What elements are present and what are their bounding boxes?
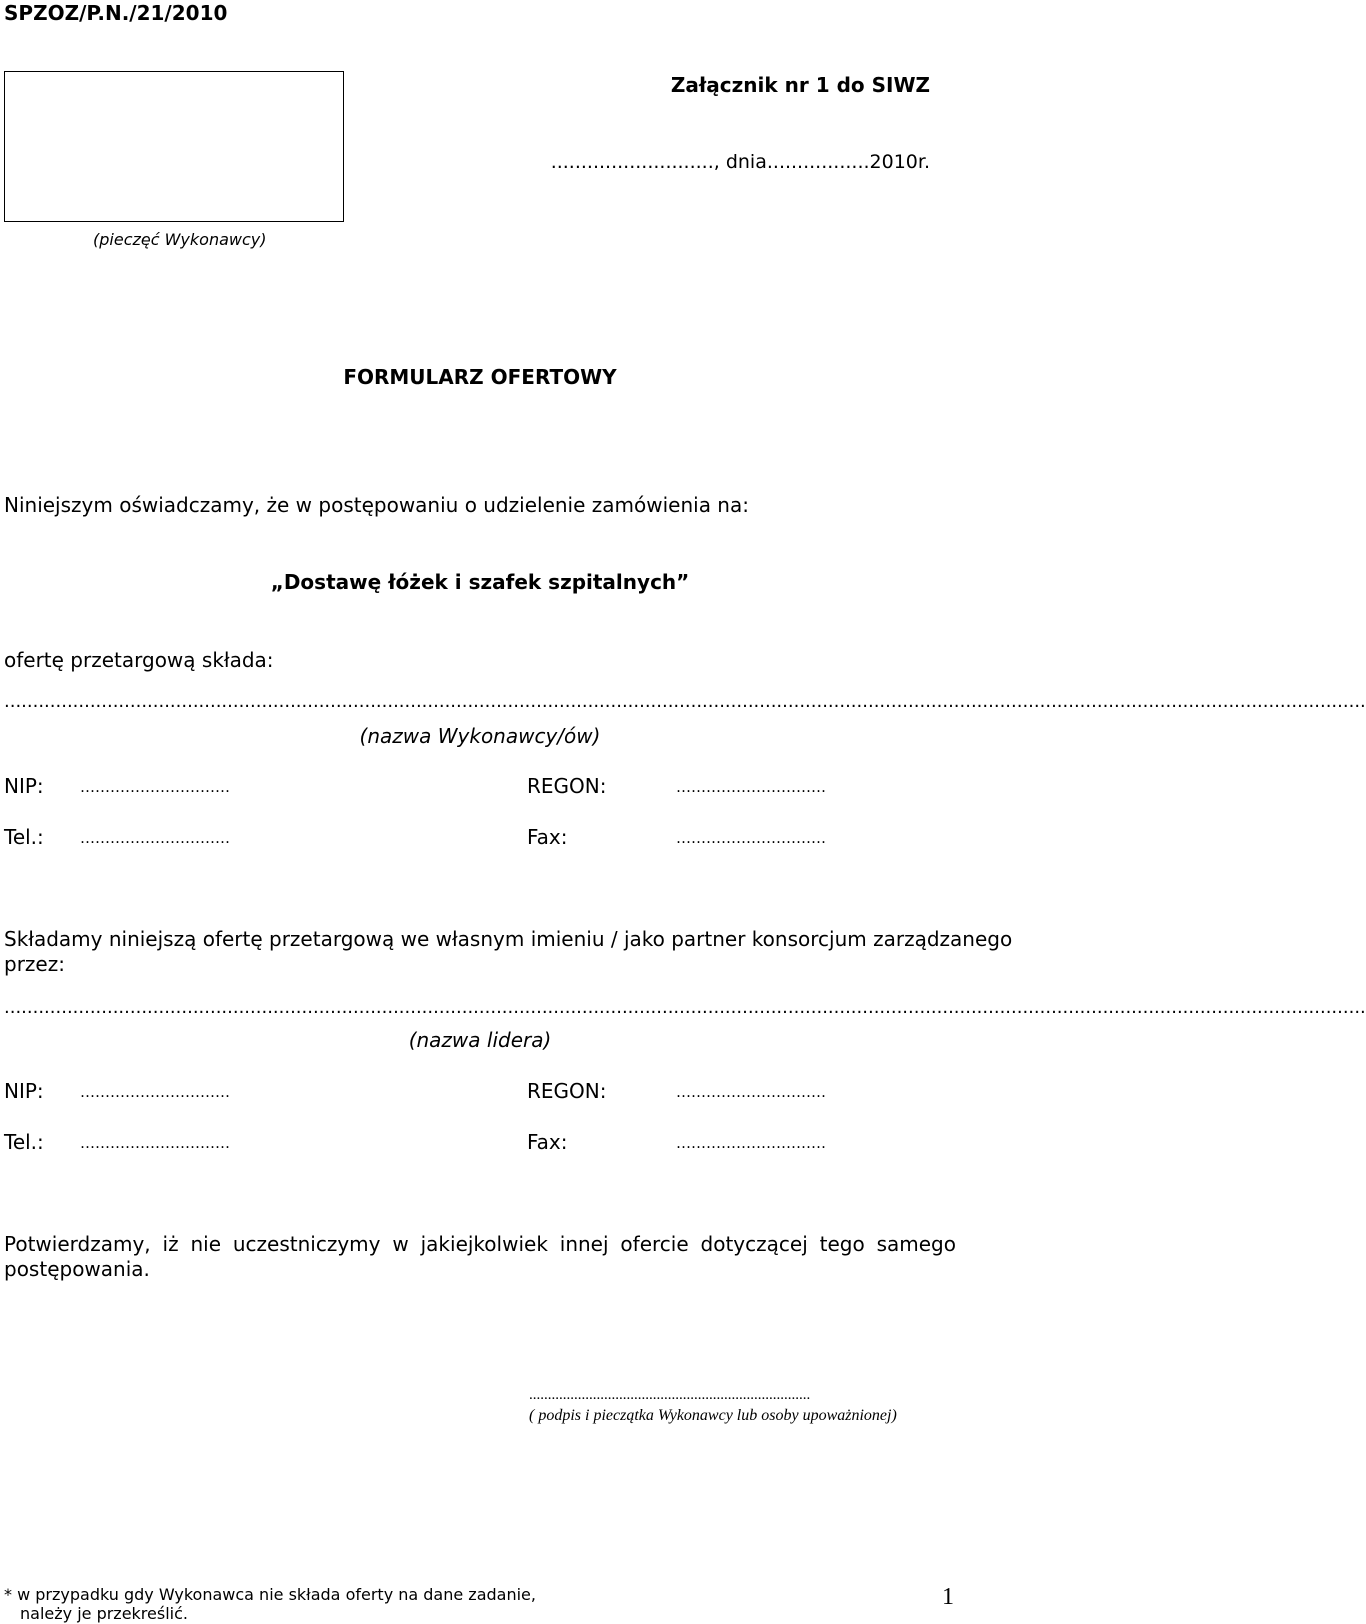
- leader-name-dotted-line: ..............................................................................................................................................................................................................................................: [4, 997, 1366, 1018]
- leader-fax-value: …………………………: [676, 1134, 826, 1152]
- contractor-nip-value: …………………………: [80, 778, 230, 796]
- contractor-stamp-box: [4, 71, 344, 222]
- order-subject: „Dostawę łóżek i szafek szpitalnych”: [270, 570, 690, 594]
- confirmation-text-line-2: postępowania.: [4, 1257, 150, 1281]
- contractor-regon-label: REGON:: [527, 774, 607, 798]
- consortium-text-line-2: przez:: [4, 952, 65, 976]
- page-number: 1: [942, 1584, 954, 1610]
- contractor-nip-label: NIP:: [4, 774, 44, 798]
- attachment-label: Załącznik nr 1 do SIWZ: [670, 73, 930, 97]
- form-title: FORMULARZ OFERTOWY: [343, 365, 617, 389]
- document-reference: SPZOZ/P.N./21/2010: [4, 1, 228, 25]
- intro-text: Niniejszym oświadczamy, że w postępowaniu o udzielenie zamówienia na:: [4, 493, 749, 517]
- contractor-name-caption: (nazwa Wykonawcy/ów): [359, 724, 601, 748]
- contractor-fax-label: Fax:: [527, 825, 568, 849]
- leader-tel-label: Tel.:: [4, 1130, 44, 1154]
- offer-by-label: ofertę przetargową składa:: [4, 648, 274, 672]
- contractor-name-dotted-line: ..............................................................................................................................................................................................................................................: [4, 691, 1366, 712]
- contractor-tel-value: …………………………: [80, 829, 230, 847]
- contractor-regon-value: …………………………: [676, 778, 826, 796]
- confirmation-text-line-1: Potwierdzamy, iż nie uczestniczymy w jakiejkolwiek innej ofercie dotyczącej tego samego: [4, 1232, 956, 1256]
- leader-tel-value: …………………………: [80, 1134, 230, 1152]
- leader-regon-value: …………………………: [676, 1083, 826, 1101]
- leader-regon-label: REGON:: [527, 1079, 607, 1103]
- contractor-fax-value: …………………………: [676, 829, 826, 847]
- stamp-caption: (pieczęć Wykonawcy): [93, 230, 267, 249]
- leader-fax-label: Fax:: [527, 1130, 568, 1154]
- leader-nip-label: NIP:: [4, 1079, 44, 1103]
- footnote-line-2: należy je przekreślić.: [20, 1604, 188, 1623]
- contractor-tel-label: Tel.:: [4, 825, 44, 849]
- date-line: ..........................., dnia.................2010r.: [550, 151, 930, 173]
- leader-nip-value: …………………………: [80, 1083, 230, 1101]
- leader-name-caption: (nazwa lidera): [408, 1028, 552, 1052]
- signature-dotted-line: ...........................................................................: [529, 1387, 811, 1403]
- consortium-text-line-1: Składamy niniejszą ofertę przetargową we własnym imieniu / jako partner konsorcjum zarządzanego: [4, 927, 1013, 951]
- footnote-line-1: * w przypadku gdy Wykonawca nie składa oferty na dane zadanie,: [4, 1585, 536, 1604]
- signature-caption: ( podpis i pieczątka Wykonawcy lub osoby upoważnionej): [529, 1407, 897, 1424]
